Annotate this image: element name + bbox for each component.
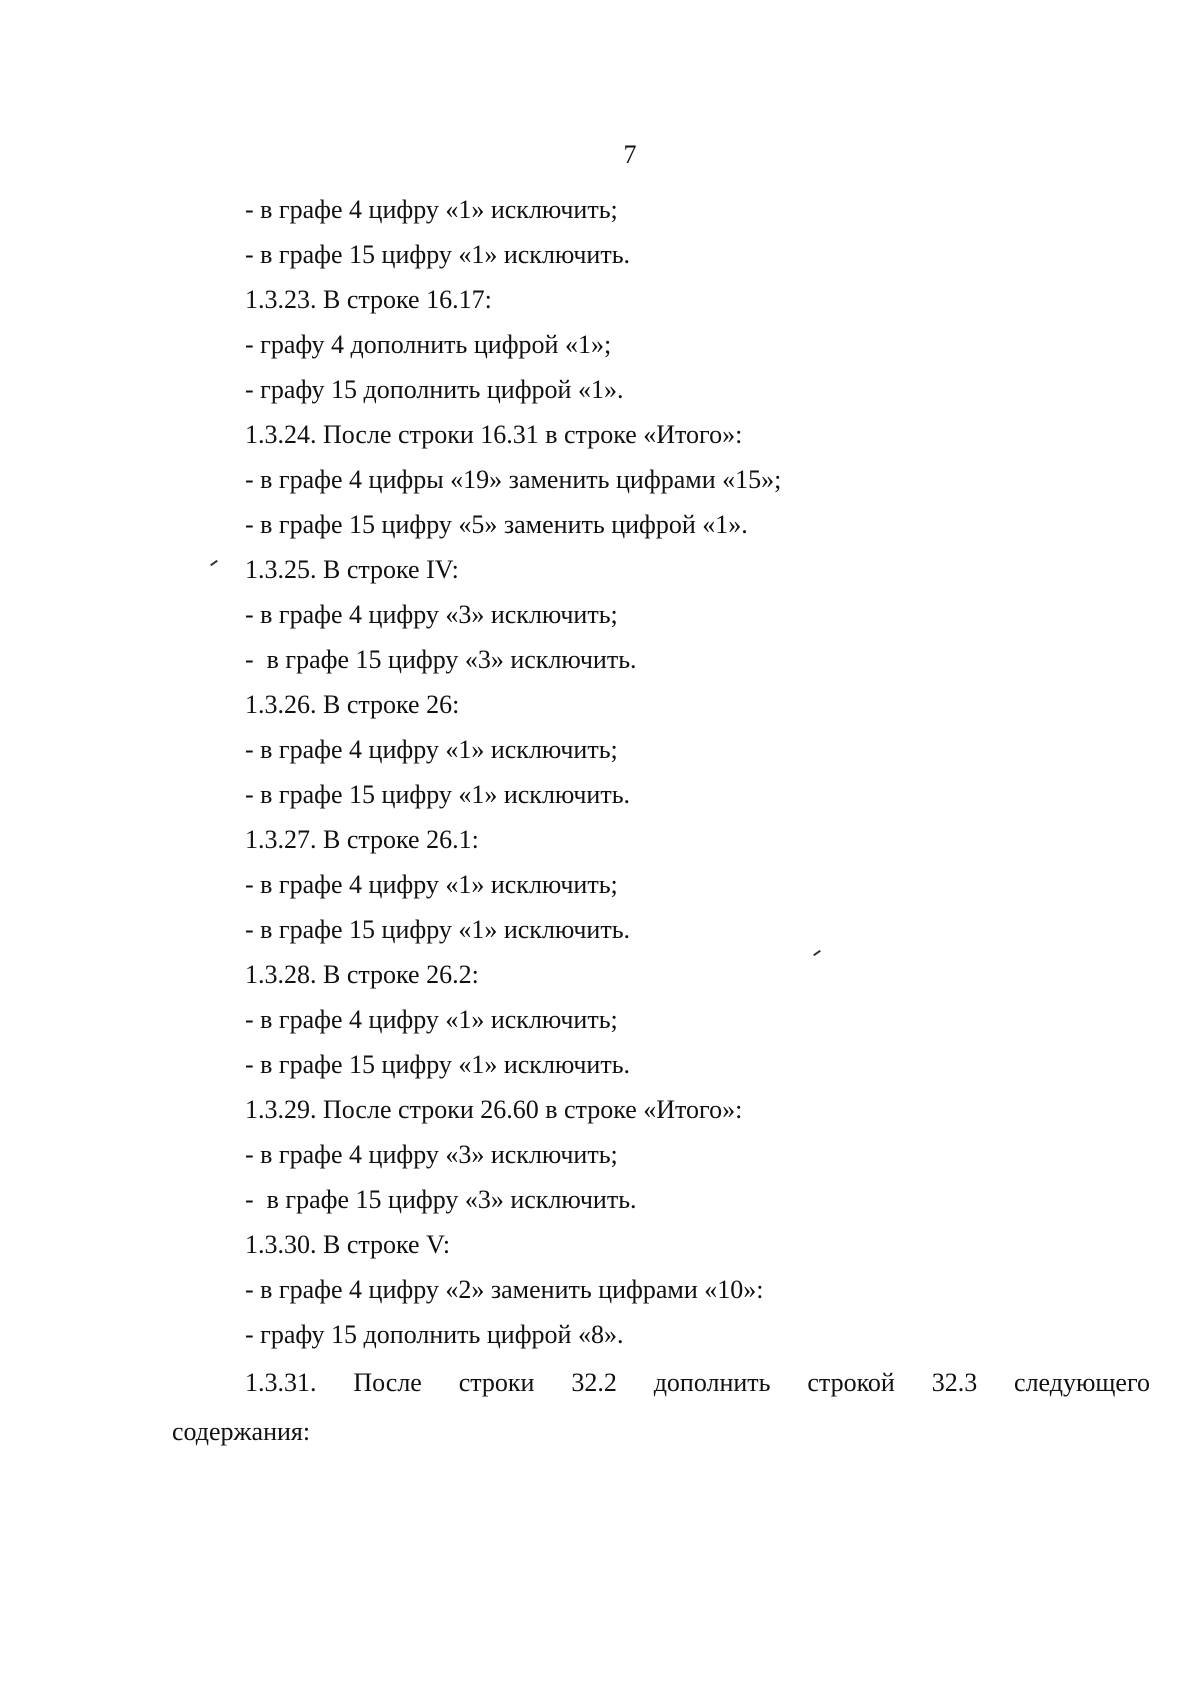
word: строки — [458, 1368, 535, 1397]
text-line: - в графе 15 цифру «1» исключить. — [245, 240, 631, 269]
word: 1.3.31. — [245, 1368, 317, 1397]
page-number: 7 — [623, 140, 637, 169]
text-line: 1.3.29. После строки 26.60 в строке «Итого»: — [245, 1095, 743, 1124]
text-line: 1.3.28. В строке 26.2: — [245, 960, 479, 989]
text-line: - в графе 15 цифру «1» исключить. — [245, 1050, 631, 1079]
paragraph-justified-line — [245, 1368, 1150, 1398]
text-line: 1.3.25. В строке IV: — [245, 555, 459, 584]
paragraph-continuation: содержания: — [172, 1417, 311, 1446]
word: строкой — [807, 1368, 895, 1397]
word: После — [353, 1368, 422, 1397]
word: дополнить — [653, 1368, 771, 1397]
word: 32.2 — [571, 1368, 617, 1397]
text-line: 1.3.27. В строке 26.1: — [245, 825, 479, 854]
text-line: 1.3.26. В строке 26: — [245, 690, 460, 719]
text-line: - в графе 15 цифру «1» исключить. — [245, 915, 631, 944]
scan-speck — [813, 950, 821, 956]
text-line: 1.3.30. В строке V: — [245, 1230, 451, 1259]
text-line: - в графе 4 цифру «1» исключить; — [245, 870, 618, 899]
text-line: - в графе 15 цифру «3» исключить. — [245, 645, 637, 674]
text-line: - в графе 15 цифру «1» исключить. — [245, 780, 631, 809]
word: следующего — [1014, 1368, 1150, 1397]
text-line: 1.3.24. После строки 16.31 в строке «Итого»: — [245, 420, 743, 449]
text-line: - графу 15 дополнить цифрой «8». — [245, 1320, 624, 1349]
word: 32.3 — [931, 1368, 978, 1397]
text-line: - в графе 4 цифру «2» заменить цифрами «10»: — [245, 1275, 764, 1304]
text-line: - в графе 4 цифру «1» исключить; — [245, 735, 618, 764]
text-line: - графу 15 дополнить цифрой «1». — [245, 375, 624, 404]
text-line: - в графе 4 цифру «1» исключить; — [245, 195, 618, 224]
text-line: - в графе 4 цифру «3» исключить; — [245, 600, 618, 629]
text-line: - в графе 15 цифру «5» заменить цифрой «1». — [245, 510, 748, 539]
text-line: - графу 4 дополнить цифрой «1»; — [245, 330, 612, 359]
text-line: 1.3.23. В строке 16.17: — [245, 285, 492, 314]
text-line: - в графе 4 цифру «3» исключить; — [245, 1140, 618, 1169]
scan-speck — [210, 560, 218, 566]
text-line: - в графе 15 цифру «3» исключить. — [245, 1185, 637, 1214]
text-line: - в графе 4 цифру «1» исключить; — [245, 1005, 618, 1034]
text-line: - в графе 4 цифры «19» заменить цифрами «15»; — [245, 465, 782, 494]
